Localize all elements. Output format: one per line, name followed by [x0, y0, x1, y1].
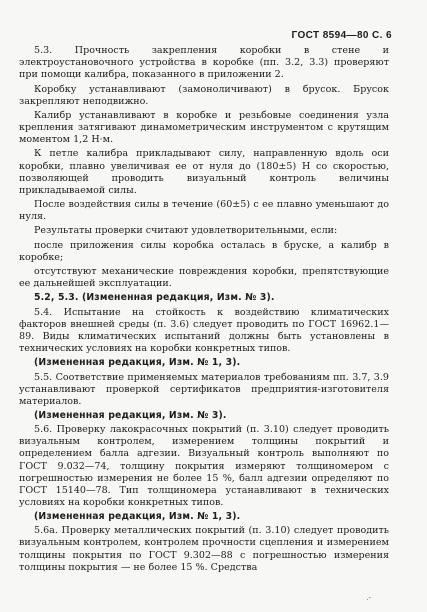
paragraph: К петле калибра прикладывают силу, направленную вдоль оси коробки, плавно увеличивая ее от нуля до (180±5) Н со скоростью, позволяющей проводить визуальный контроль величины прикладываемой силы.: [19, 148, 389, 196]
paragraph: После воздействия силы в течение (60±5) с ее плавно уменьшают до нуля.: [19, 198, 389, 223]
paragraph: отсутствуют механические повреждения коробки, препятствующие ее дальнейшей эксплуатации.: [19, 266, 389, 290]
paragraph: 5.6а. Проверку металлических покрытий (п. 3.10) следует проводить визуальным контролем, контролем прочности сцепления и измерением толщины покрытия по ГОСТ 9.302—88 с погрешностью измерения толщины покрытия — не более 15 %. Средства: [19, 525, 389, 573]
document-body: [19, 45, 389, 574]
paragraph: Результаты проверки считают удовлетворительными, если:: [34, 225, 338, 237]
paragraph: 5.6. Проверку лакокрасочных покрытий (п. 3.10) следует проводить визуальным контролем, измерением толщины покрытий и определением балла адгезии. Визуальный контроль выполняют по ГОСТ 9.032—74, толщину покрытия измеряют толщиномером с погрешностью измерения не более 15 %, балл адгезии определяют по ГОСТ 15140—78. Тип толщиномера устанавливают в технических условиях на коробки конкретных типов.: [19, 424, 389, 508]
paragraph: 5.4. Испытание на стойкость к воздействию климатических факторов внешней среды (п. 3.6) следует проводить по ГОСТ 16962.1—89. Виды климатических испытаний должны быть установлены в технических условиях на коробки конкретных типов.: [19, 306, 389, 354]
scan-mark: .-: [366, 593, 371, 602]
edit-note: 5.2, 5.3. (Измененная редакция, Изм. № 3).: [34, 292, 275, 304]
paragraph: 5.3. Прочность закрепления коробки в стене и электроустановочного устройства в коробке (пп. 3.2, 3.3) проверяют при помощи калибра, показанного в приложении 2.: [19, 45, 389, 81]
edit-note: (Измененная редакция, Изм. № 1, 3).: [34, 357, 241, 369]
edit-note: (Измененная редакция, Изм. № 3).: [34, 409, 227, 421]
paragraph: 5.5. Соответствие применяемых материалов требованиям пп. 3.7, 3.9 устанавливают проверкой сертификатов предприятия-изготовителя материалов.: [19, 371, 389, 407]
edit-note: (Измененная редакция, Изм. № 1, 3).: [34, 511, 241, 523]
paragraph: Коробку устанавливают (замоноличивают) в брусок. Брусок закрепляют неподвижно.: [19, 83, 389, 107]
paragraph: после приложения силы коробка осталась в бруске, а калибр в коробке;: [19, 239, 389, 263]
paragraph: Калибр устанавливают в коробке и резьбовые соединения узла крепления затягивают динамометрическим инструментом с крутящим моментом 1,2 Н·м.: [19, 109, 389, 146]
page-header: ГОСТ 8594—80 С. 6: [291, 30, 392, 41]
